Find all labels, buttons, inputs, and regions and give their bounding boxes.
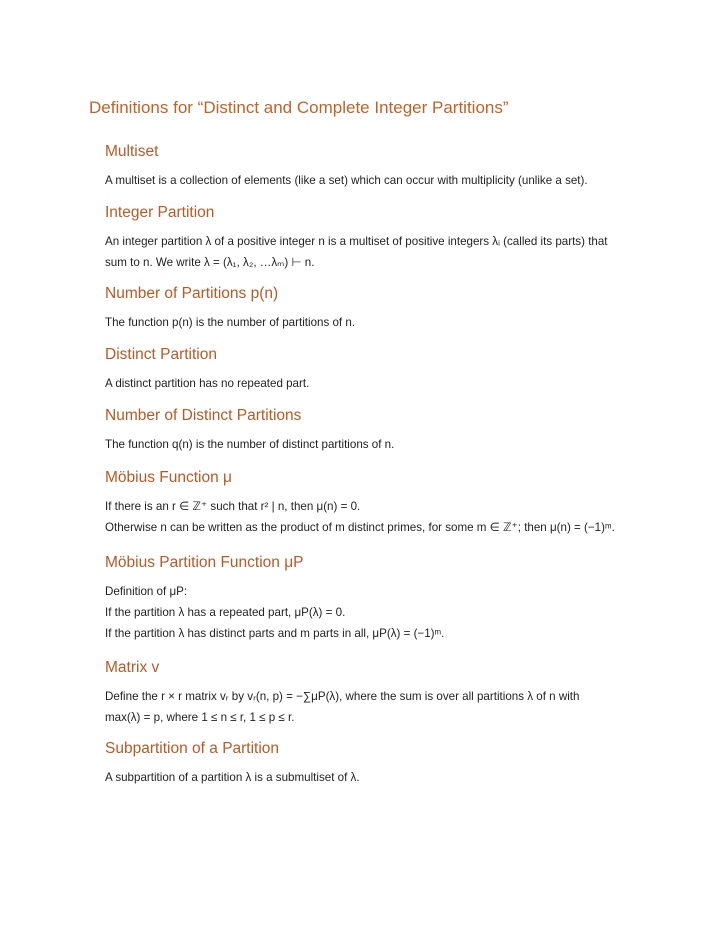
section-heading: Integer Partition [105, 204, 215, 221]
section-multiset [105, 142, 665, 191]
definition-text: A multiset is a collection of elements (like a set) which can occur with multiplicity (unlike a set). [105, 174, 588, 187]
section-heading: Möbius Function μ [105, 469, 232, 486]
definition-text: Otherwise n can be written as the product of m distinct primes, for some m ∈ ℤ⁺; then μ(n) = (−1)ᵐ. [105, 521, 615, 534]
definition-text: If the partition λ has distinct parts and m parts in all, μP(λ) = (−1)ᵐ. [105, 627, 445, 640]
definition-text: An integer partition λ of a positive integer n is a multiset of positive integers λᵢ (called its parts) that [105, 235, 608, 248]
definition-text: A subpartition of a partition λ is a submultiset of λ. [105, 771, 360, 784]
document-title: Definitions for “Distinct and Complete Integer Partitions” [89, 98, 509, 117]
section-matrix-v [105, 658, 665, 728]
section-number-of-distinct-partitions [105, 406, 665, 455]
section-number-of-partitions [105, 284, 665, 333]
definition-text: Define the r × r matrix vᵣ by vᵣ(n, p) = −∑μP(λ), where the sum is over all partitions λ of n with [105, 690, 580, 703]
definition-text: Definition of μP: [105, 585, 188, 598]
section-mobius-function [105, 468, 665, 538]
definition-text: If the partition λ has a repeated part, μP(λ) = 0. [105, 606, 346, 619]
section-heading: Number of Partitions p(n) [105, 285, 279, 302]
section-heading: Möbius Partition Function μP [105, 554, 304, 571]
section-mobius-partition-function [105, 553, 665, 644]
section-heading: Distinct Partition [105, 346, 217, 363]
section-heading: Matrix v [105, 659, 160, 676]
definition-text: The function q(n) is the number of distinct partitions of n. [105, 438, 395, 451]
section-integer-partition [105, 203, 665, 273]
section-distinct-partition [105, 345, 665, 394]
section-subpartition [105, 739, 665, 788]
section-heading: Multiset [105, 143, 159, 160]
section-heading: Number of Distinct Partitions [105, 407, 302, 424]
definition-text: max(λ) = p, where 1 ≤ n ≤ r, 1 ≤ p ≤ r. [105, 711, 295, 724]
definition-text: sum to n. We write λ = (λ₁, λ₂, …λₘ) ⊢ n. [105, 256, 315, 269]
definition-text: A distinct partition has no repeated part. [105, 377, 310, 390]
definition-text: The function p(n) is the number of partitions of n. [105, 316, 356, 329]
section-heading: Subpartition of a Partition [105, 740, 280, 757]
definition-text: If there is an r ∈ ℤ⁺ such that r² | n, then μ(n) = 0. [105, 500, 361, 513]
